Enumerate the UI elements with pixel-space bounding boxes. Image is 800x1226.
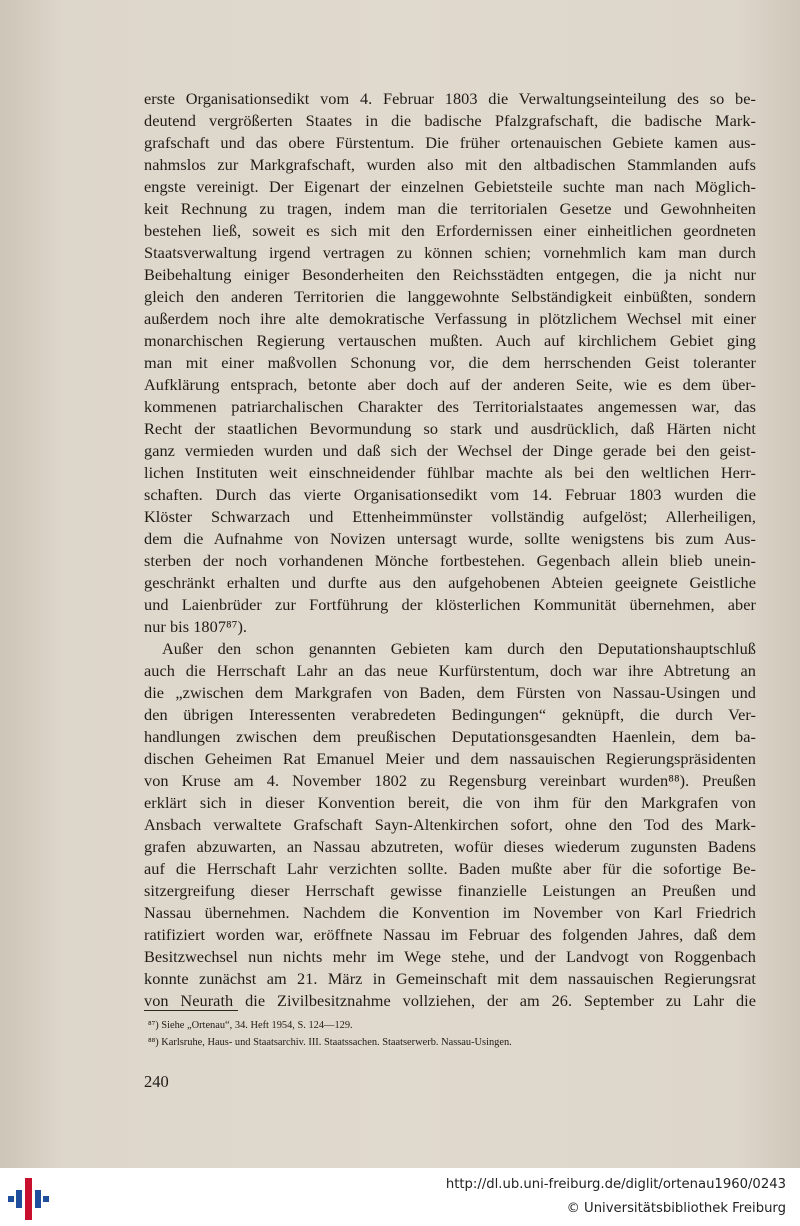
text-line: Aufklärung entsprach, betonte aber doch auf der anderen Seite, wie es dem über- (144, 375, 756, 394)
text-line: außerdem noch ihre alte demokratische Verfassung in plötzlichem Wechsel mit einer (144, 309, 756, 328)
source-url-link[interactable]: http://dl.ub.uni-freiburg.de/diglit/ortenau1960/0243 (445, 1177, 786, 1192)
text-line: den übrigen Interessenten verabredeten Bedingungen“ geknüpft, die durch Ver- (144, 705, 756, 724)
text-line: geschränkt erhalten und durfte aus den aufgehobenen Abteien geeignete Geistliche (144, 573, 756, 592)
text-line: Beibehaltung einiger Besonderheiten den Reichsstädten entgegen, die ja nicht nur (144, 265, 756, 284)
text-line: konnte zunächst am 21. März in Gemeinschaft mit dem nassauischen Regierungsrat (144, 969, 756, 988)
footnote-rule (144, 1010, 238, 1011)
footnotes (144, 1010, 756, 1051)
text-line: gleich den anderen Territorien die langgewohnte Selbständigkeit einbüßten, sondern (144, 287, 756, 306)
text-line: und Laienbrüder zur Fortführung der klösterlichen Kommunität übernehmen, aber (144, 595, 756, 614)
text-line: Ansbach verwaltete Grafschaft Sayn-Altenkirchen sofort, ohne den Tod des Mark- (144, 815, 756, 834)
text-line: Besitzwechsel nun nichts mehr im Wege stehe, und der Landvogt von Roggenbach (144, 947, 756, 966)
footnote-88: ⁸⁸) Karlsruhe, Haus- und Staatsarchiv. III. Staatssachen. Staatserwerb. Nassau-Usingen. (148, 1037, 512, 1048)
text-line: Außer den schon genannten Gebieten kam durch den Deputationshauptschluß (162, 639, 756, 658)
text-line: bestehen ließ, soweit es sich mit den Erfordernissen einer einheitlichen geordneten (144, 221, 756, 240)
text-line: engste vereinigt. Der Eigenart der einzelnen Gebietsteile suchte man nach Möglich- (144, 177, 756, 196)
text-line: erklärt sich in dieser Konvention bereit, die von ihm für den Markgrafen von (144, 793, 756, 812)
text-line: die „zwischen dem Markgrafen von Baden, dem Fürsten von Nassau-Usingen und (144, 683, 756, 702)
text-line: sitzergreifung dieser Herrschaft gewisse finanzielle Leistungen an Preußen und (144, 881, 756, 900)
text-line: man mit einer maßvollen Schonung vor, die dem herrschenden Geist toleranter (144, 353, 756, 372)
body-text (144, 88, 756, 1012)
ub-freiburg-logo-icon (8, 1178, 54, 1220)
text-line: grafen abzuwarten, an Nassau abzutreten, wofür dieses wiederum zugunsten Badens (144, 837, 756, 856)
text-line: lichen Instituten weit einschneidender fühlbar machte als bei den weltlichen Herr- (144, 463, 756, 482)
text-line: erste Organisationsedikt vom 4. Februar 1803 die Verwaltungseinteilung des so be- (144, 89, 756, 108)
text-line: sterben der noch vorhandenen Mönche fortbestehen. Gegenbach allein blieb unein- (144, 551, 756, 570)
copyright-notice: © Universitätsbibliothek Freiburg (566, 1201, 786, 1216)
text-line: dischen Geheimen Rat Emanuel Meier und dem nassauischen Regierungspräsidenten (144, 749, 756, 768)
text-line: nahmslos zur Markgrafschaft, wurden also mit den altbadischen Stammlanden aufs (144, 155, 756, 174)
text-line: von Neurath die Zivilbesitznahme vollziehen, der am 26. September zu Lahr die (144, 991, 756, 1010)
text-line: grafschaft und das obere Fürstentum. Die früher ortenauischen Gebiete kamen aus- (144, 133, 756, 152)
text-line: ratifiziert worden war, eröffnete Nassau im Februar des folgenden Jahres, daß dem (144, 925, 756, 944)
library-footer (0, 1168, 800, 1226)
text-line: auf die Herrschaft Lahr verzichten sollte. Baden mußte aber für die sofortige Be- (144, 859, 756, 878)
text-line: schaften. Durch das vierte Organisationsedikt vom 14. Februar 1803 wurden die (144, 485, 756, 504)
text-line: ganz vermieden wurden und daß sich der Wechsel der Dinge gerade bei den geist- (144, 441, 756, 460)
text-line: kommenen patriarchalischen Charakter des Territorialstaates angemessen war, das (144, 397, 756, 416)
text-line: nur bis 1807⁸⁷). (144, 617, 248, 636)
text-line: Recht der staatlichen Bevormundung so stark und ausdrücklich, daß Härten nicht (144, 419, 756, 438)
text-line: dem die Aufnahme von Novizen untersagt wurde, sollte wenigstens bis zum Aus- (144, 529, 756, 548)
text-line: Staatsverwaltung irgend vertragen zu können schien; vornehmlich kam man durch (144, 243, 756, 262)
text-line: handlungen zwischen dem preußischen Deputationsgesandten Haenlein, dem ba- (144, 727, 756, 746)
text-line: deutend vergrößerten Staates in die badische Pfalzgrafschaft, die badische Mark- (144, 111, 756, 130)
text-line: Klöster Schwarzach und Ettenheimmünster vollständig aufgelöst; Allerheiligen, (144, 507, 756, 526)
footnote-87: ⁸⁷) Siehe „Ortenau“, 34. Heft 1954, S. 124—129. (148, 1020, 353, 1031)
text-line: keit Rechnung zu tragen, indem man die territorialen Gesetze und Gewohnheiten (144, 199, 756, 218)
text-line: monarchischen Regierung vertauschen mußten. Auch auf kirchlichem Gebiet ging (144, 331, 756, 350)
text-line: von Kruse am 4. November 1802 zu Regensburg vereinbart wurden⁸⁸). Preußen (144, 771, 756, 790)
page-number: 240 (144, 1072, 169, 1091)
text-line: auch die Herrschaft Lahr an das neue Kurfürstentum, doch war ihre Abtretung an (144, 661, 756, 680)
text-line: Nassau übernehmen. Nachdem die Konvention im November von Karl Friedrich (144, 903, 756, 922)
